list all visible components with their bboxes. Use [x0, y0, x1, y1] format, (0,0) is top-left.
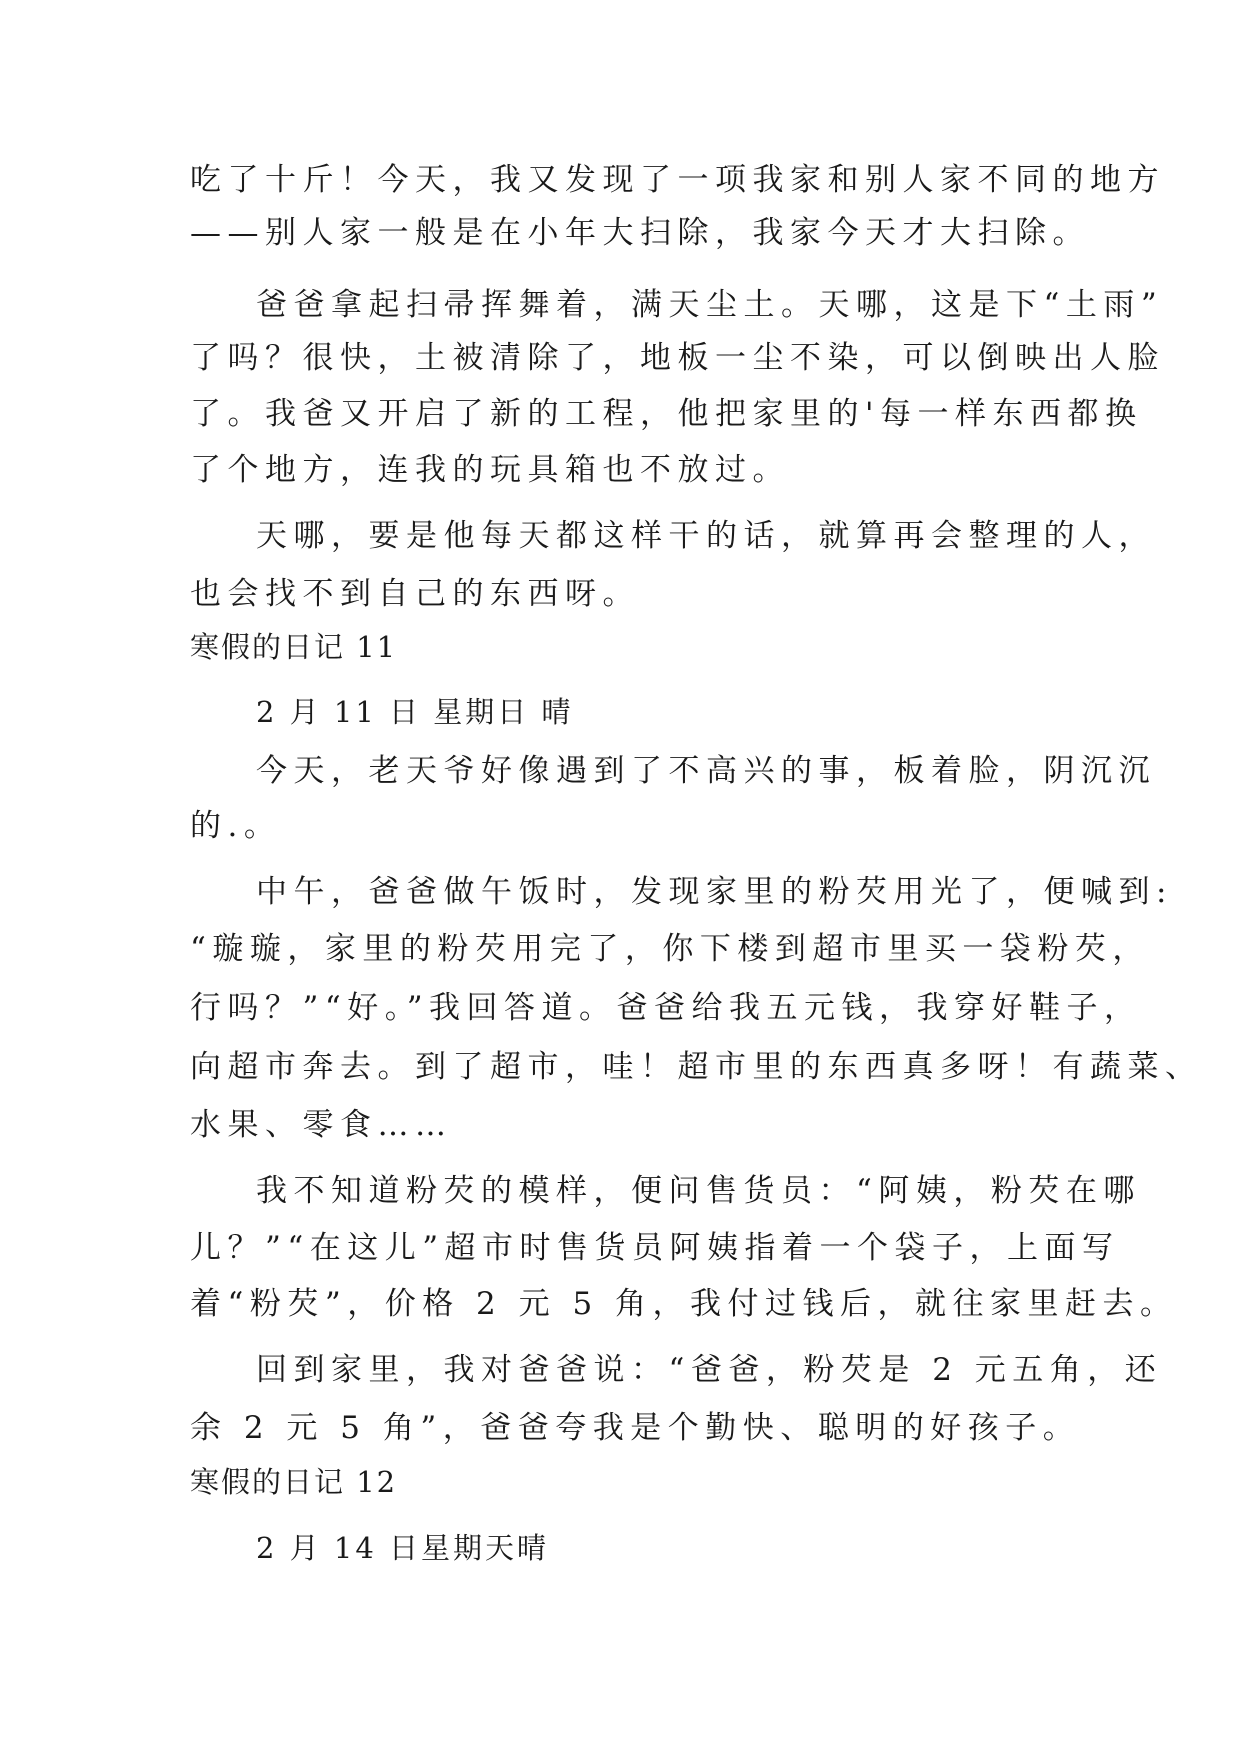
paragraph-line: 着“粉芡”，价格 2 元 5 角，我付过钱后，就往家里赶去。 [190, 1286, 1178, 1322]
paragraph-line: 中午，爸爸做午饭时，发现家里的粉芡用光了，便喊到: [256, 874, 1173, 910]
paragraph-line: 吃了十斤！今天，我又发现了一项我家和别人家不同的地方 [190, 162, 1165, 198]
paragraph-line: ——别人家一般是在小年大扫除，我家今天才大扫除。 [190, 215, 1090, 251]
diary-date: 2 月 14 日星期天晴 [256, 1531, 550, 1565]
paragraph-line: 回到家里，我对爸爸说：“爸爸，粉芡是 2 元五角，还 [256, 1352, 1163, 1388]
paragraph-line: 余 2 元 5 角”，爸爸夸我是个勤快、聪明的好孩子。 [190, 1410, 1081, 1446]
paragraph-line: 了个地方，连我的玩具箱也不放过。 [190, 452, 790, 488]
paragraph-line: 水果、零食…… [190, 1107, 453, 1143]
diary-heading: 寒假的日记 11 [190, 630, 398, 664]
paragraph-line: 了吗？很快，土被清除了，地板一尘不染，可以倒映出人脸 [190, 340, 1165, 376]
paragraph-line: 行吗？”“好。”我回答道。爸爸给我五元钱，我穿好鞋子， [190, 990, 1142, 1026]
paragraph-line: 的.。 [190, 808, 282, 844]
paragraph-line: 儿？”“在这儿”超市时售货员阿姨指着一个袋子，上面写 [190, 1230, 1120, 1266]
diary-date: 2 月 11 日 星期日 晴 [256, 695, 574, 729]
paragraph-line: 了。我爸又开启了新的工程，他把家里的'每一样东西都换 [190, 396, 1143, 432]
paragraph-line: 我不知道粉芡的模样，便问售货员：“阿姨，粉芡在哪 [256, 1173, 1141, 1209]
paragraph-line: 也会找不到自己的东西呀。 [190, 576, 640, 612]
diary-heading: 寒假的日记 12 [190, 1465, 398, 1499]
paragraph-line: 向超市奔去。到了超市，哇！超市里的东西真多呀！有蔬菜、 [190, 1049, 1203, 1085]
paragraph-line: 天哪，要是他每天都这样干的话，就算再会整理的人， [256, 518, 1156, 554]
paragraph-line: “璇璇，家里的粉芡用完了，你下楼到超市里买一袋粉芡， [190, 931, 1150, 967]
paragraph-line: 爸爸拿起扫帚挥舞着，满天尘土。天哪，这是下“土雨” [256, 287, 1164, 323]
paragraph-line: 今天，老天爷好像遇到了不高兴的事，板着脸，阴沉沉 [256, 753, 1156, 789]
